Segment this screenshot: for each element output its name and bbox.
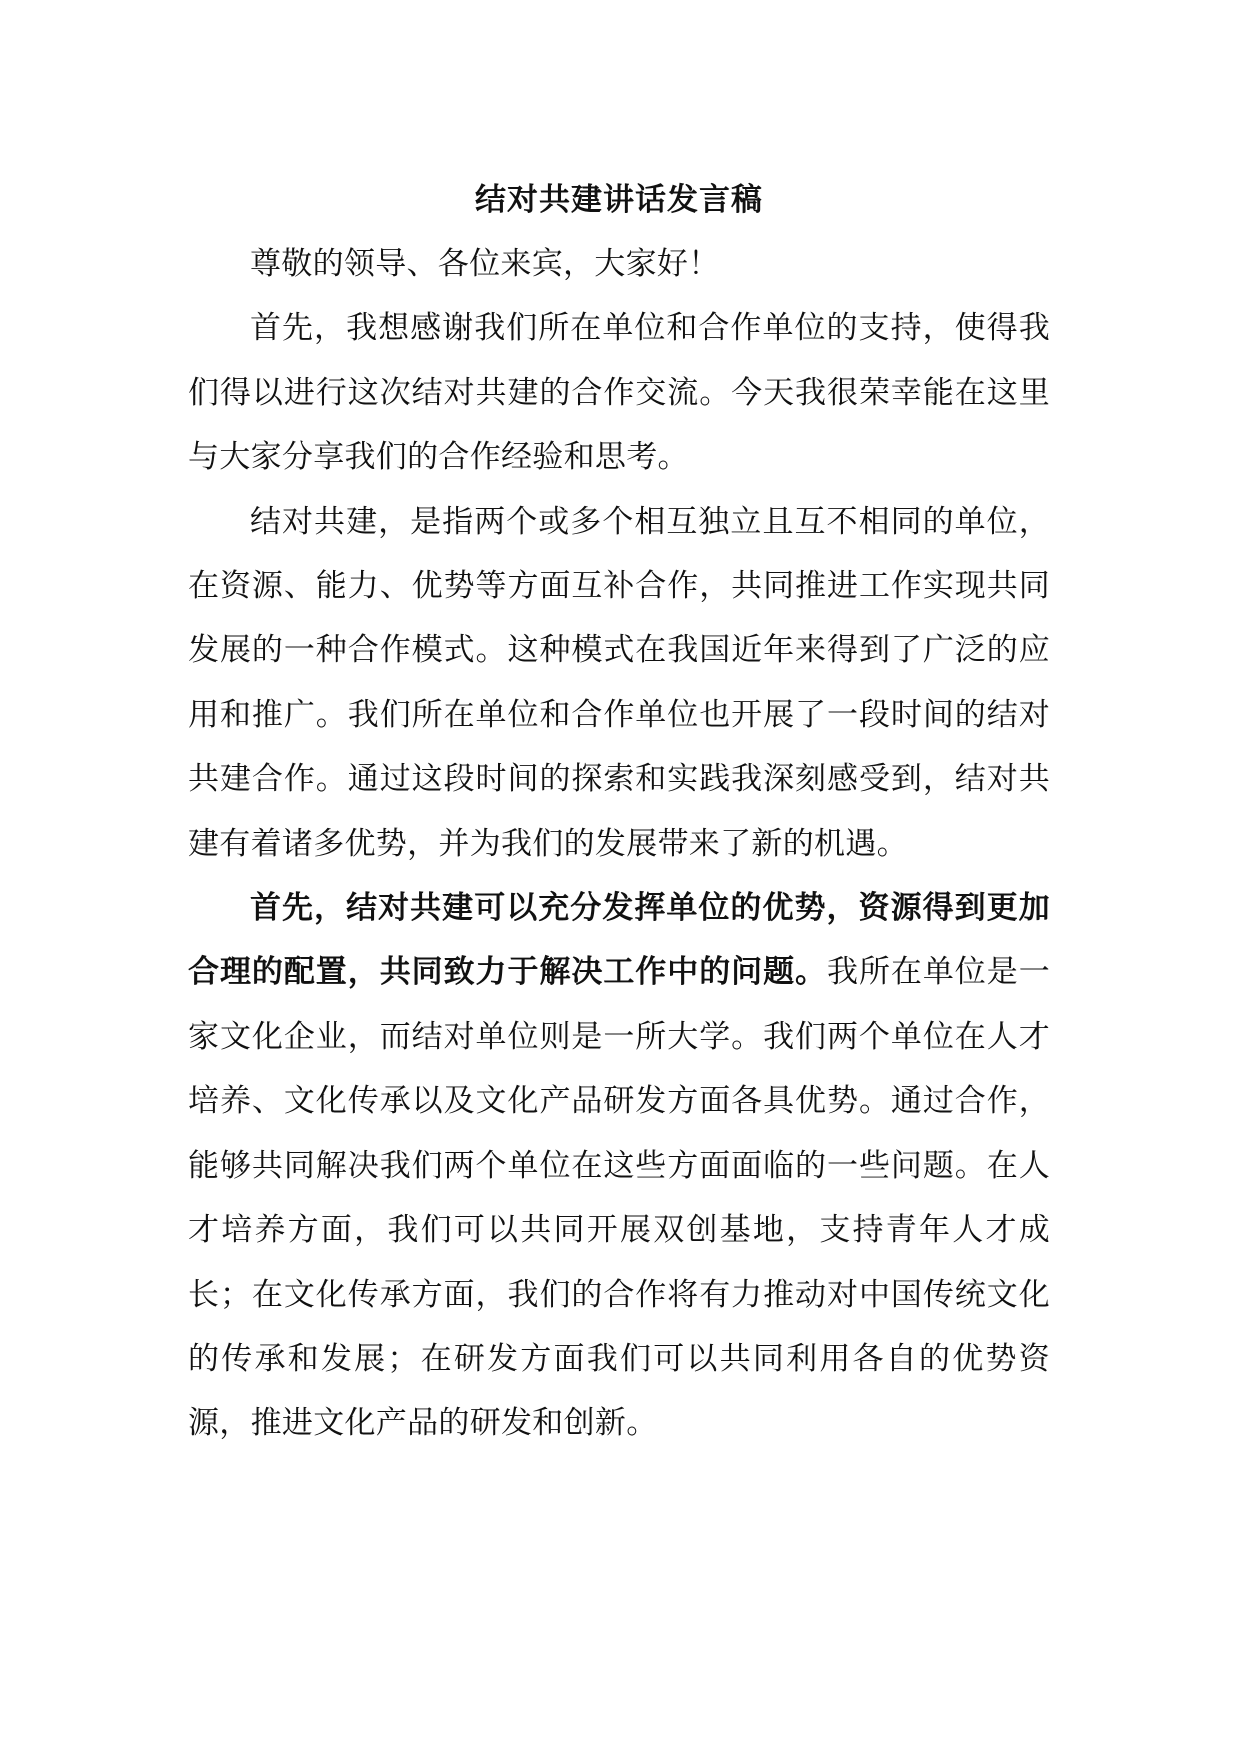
thanks-paragraph — [188, 296, 1050, 489]
definition-paragraph — [188, 490, 1050, 876]
paragraph-text: 我所在单位是一家文化企业，而结对单位则是一所大学。我们两个单位在人才培养、文化传承以及文化产品研发方面各具优势。通过合作，能够共同解决我们两个单位在这些方面面临的一些问题。在人才培养方面，我们可以共同开展双创基地，支持青年人才成长；在文化传承方面，我们的合作将有力推动对中国传统文化的传承和发展；在研发方面我们可以共同利用各自的优势资源，推进文化产品的研发和创新。 — [188, 954, 1050, 1442]
document-body — [188, 168, 1050, 1456]
advantage-paragraph — [188, 876, 1050, 1456]
paragraph-text: 尊敬的领导、各位来宾，大家好！ — [250, 246, 720, 282]
paragraph-lead-sentence: 首先，结对共建可以充分发挥单位的优势，资源得到更加合理的配置，共同致力于解决工作中的问题。 — [188, 890, 1050, 991]
paragraph-text: 结对共建，是指两个或多个相互独立且互不相同的单位，在资源、能力、优势等方面互补合作，共同推进工作实现共同发展的一种合作模式。这种模式在我国近年来得到了广泛的应用和推广。我们所在单位和合作单位也开展了一段时间的结对共建合作。通过这段时间的探索和实践我深刻感受到，结对共建有着诸多优势，并为我们的发展带来了新的机遇。 — [188, 503, 1050, 862]
document-title: 结对共建讲话发言稿 — [475, 182, 763, 218]
greeting-paragraph — [188, 232, 1050, 296]
paragraph-text: 首先，我想感谢我们所在单位和合作单位的支持，使得我们得以进行这次结对共建的合作交流。今天我很荣幸能在这里与大家分享我们的合作经验和思考。 — [188, 310, 1050, 476]
